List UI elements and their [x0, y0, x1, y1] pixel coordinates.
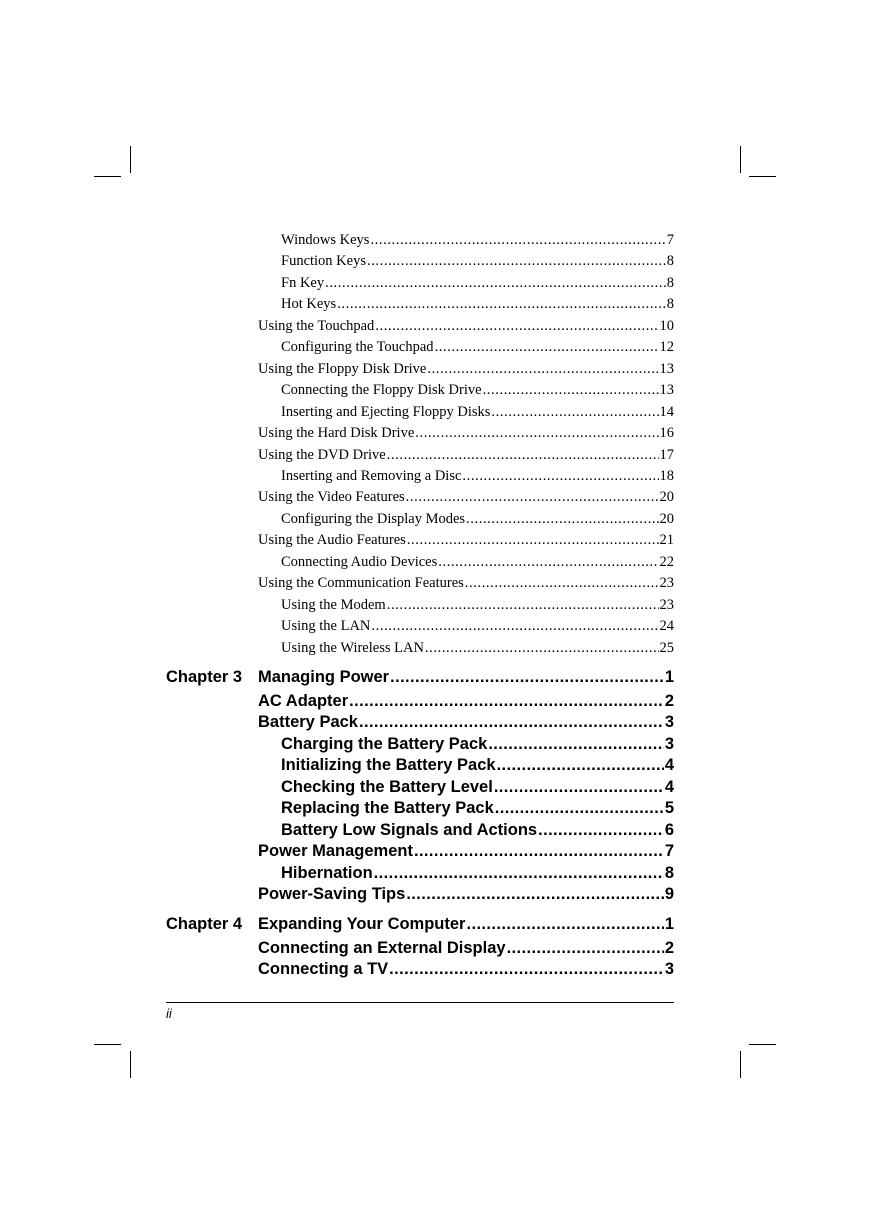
chapter-page: 1: [664, 915, 674, 933]
dot-leader: [337, 295, 666, 313]
toc-entry-page: 22: [659, 553, 674, 570]
toc-entry-page: 17: [659, 446, 674, 463]
dot-leader: [438, 553, 658, 571]
toc-entry-title: Using the Wireless LAN: [281, 639, 424, 656]
toc-entry[interactable]: [281, 381, 674, 399]
toc-entry-title: Using the Communication Features: [258, 575, 464, 592]
dot-leader: [359, 712, 664, 732]
dot-leader: [375, 317, 658, 335]
dot-leader: [435, 338, 659, 356]
toc-entry-title: Battery Pack: [258, 713, 358, 732]
toc-entry[interactable]: [258, 574, 674, 592]
toc-entry-page: 2: [664, 692, 674, 710]
toc-entry-page: 21: [659, 532, 674, 549]
toc-entry[interactable]: [258, 691, 674, 711]
toc-entry-title: Connecting a TV: [258, 960, 389, 979]
toc-entry[interactable]: [281, 295, 674, 313]
toc-entry[interactable]: [258, 884, 674, 904]
toc-entry-page: 7: [666, 232, 674, 248]
toc-entry-title: Hot Keys: [281, 296, 337, 313]
toc-entry-page: 25: [659, 639, 674, 656]
toc-entry[interactable]: [281, 777, 674, 797]
toc-entry-page: 12: [659, 339, 674, 356]
toc-entry[interactable]: [281, 252, 674, 270]
dot-leader: [406, 884, 663, 904]
toc-entry-title: Using the Floppy Disk Drive: [258, 360, 427, 377]
toc-entry-title: Hibernation: [281, 863, 373, 882]
toc-entry-page: 8: [666, 253, 674, 270]
dot-leader: [371, 617, 658, 635]
toc-entry-page: 13: [659, 382, 674, 399]
crop-mark: [94, 176, 121, 177]
toc-entry-page: 3: [664, 713, 674, 732]
toc-entry-title: Charging the Battery Pack: [281, 734, 488, 753]
toc-entry-title: Fn Key: [281, 274, 325, 291]
toc-entry-page: 16: [659, 425, 674, 442]
toc-entry-page: 2: [664, 939, 674, 957]
toc-entry-title: Configuring the Display Modes: [281, 510, 466, 527]
crop-mark: [740, 1051, 741, 1078]
toc-entry-page: 23: [659, 596, 674, 613]
toc-entry-title: Connecting an External Display: [258, 939, 506, 957]
toc-entry[interactable]: [258, 712, 674, 732]
toc-entry[interactable]: [281, 820, 674, 840]
toc-entry[interactable]: [258, 360, 674, 378]
toc-entry-title: Power-Saving Tips: [258, 885, 406, 904]
dot-leader: [465, 574, 659, 592]
toc-entry[interactable]: [258, 488, 674, 506]
toc-entry-page: 20: [659, 510, 674, 527]
chapter-heading[interactable]: [258, 914, 674, 934]
toc-entry-title: Using the LAN: [281, 618, 371, 635]
dot-leader: [491, 403, 658, 421]
toc-entry-page: 6: [664, 820, 674, 839]
toc-entry[interactable]: [281, 863, 674, 883]
dot-leader: [507, 938, 664, 958]
toc-entry-title: Function Keys: [281, 253, 366, 270]
toc-entry-title: AC Adapter: [258, 692, 349, 710]
dot-leader: [406, 488, 659, 506]
toc-entry-page: 18: [659, 467, 674, 484]
toc-entry[interactable]: [281, 755, 674, 775]
dot-leader: [325, 274, 666, 292]
toc-entry-page: 14: [659, 403, 674, 420]
dot-leader: [425, 639, 659, 657]
toc-entry-page: 8: [666, 296, 674, 313]
toc-entry[interactable]: [281, 467, 674, 485]
toc-entry-page: 20: [659, 489, 674, 506]
toc-entry-title: Battery Low Signals and Actions: [281, 820, 538, 839]
dot-leader: [466, 510, 658, 528]
toc-entry-title: Using the Touchpad: [258, 317, 375, 334]
toc-entry-page: 8: [666, 274, 674, 291]
chapter-title: Expanding Your Computer: [258, 915, 466, 933]
dot-leader: [495, 798, 664, 818]
toc-entry-page: 10: [659, 317, 674, 334]
dot-leader: [427, 360, 658, 378]
crop-mark: [130, 146, 131, 173]
toc-entry-title: Initializing the Battery Pack: [281, 756, 496, 775]
chapter-page: 1: [664, 668, 674, 686]
chapter-label: Chapter 3: [166, 668, 243, 686]
toc-entry[interactable]: [281, 639, 674, 657]
toc-entry-page: 4: [664, 756, 674, 775]
toc-entry-title: Using the DVD Drive: [258, 446, 386, 463]
dot-leader: [374, 863, 664, 883]
toc-entry[interactable]: [281, 617, 674, 635]
toc-entry-title: Configuring the Touchpad: [281, 339, 434, 356]
toc-entry-title: Inserting and Removing a Disc: [281, 467, 462, 484]
toc-entry[interactable]: [258, 938, 674, 958]
toc-entry-title: Using the Audio Features: [258, 532, 406, 549]
dot-leader: [370, 231, 665, 249]
dot-leader: [414, 841, 664, 861]
crop-mark: [130, 1051, 131, 1078]
toc-entry-title: Windows Keys: [281, 232, 370, 248]
footer-rule: [166, 1002, 674, 1003]
chapter-title: Managing Power: [258, 668, 390, 686]
toc-entry-page: 3: [664, 734, 674, 753]
toc-entry[interactable]: [281, 274, 674, 292]
toc-entry-title: Power Management: [258, 842, 413, 861]
toc-entry-title: Using the Video Features: [258, 489, 405, 506]
dot-leader: [389, 959, 664, 979]
dot-leader: [415, 424, 658, 442]
toc-entry[interactable]: [281, 231, 674, 249]
toc-entry-title: Connecting the Floppy Disk Drive: [281, 382, 482, 399]
toc-entry-page: 7: [664, 842, 674, 861]
dot-leader: [488, 734, 664, 754]
toc-entry-title: Inserting and Ejecting Floppy Disks: [281, 403, 491, 420]
page-number: ii: [166, 1006, 172, 1021]
toc-entry[interactable]: [258, 424, 674, 442]
toc-entry-title: Using the Modem: [281, 596, 386, 613]
dot-leader: [538, 820, 664, 840]
crop-mark: [740, 146, 741, 173]
toc-entry-title: Using the Hard Disk Drive: [258, 425, 415, 442]
dot-leader: [387, 446, 659, 464]
chapter-label: Chapter 4: [166, 915, 243, 933]
chapter-heading[interactable]: [258, 667, 674, 687]
toc-entry[interactable]: [258, 317, 674, 335]
toc-entry[interactable]: [281, 798, 674, 818]
dot-leader: [462, 467, 658, 485]
toc-entry[interactable]: [258, 531, 674, 549]
dot-leader: [349, 691, 664, 711]
toc-entry-page: 4: [664, 777, 674, 796]
toc-entry[interactable]: [281, 510, 674, 528]
toc-entry-page: 24: [659, 618, 674, 635]
toc-entry-title: Connecting Audio Devices: [281, 553, 438, 570]
toc-entry[interactable]: [258, 446, 674, 464]
toc-entry-page: 9: [664, 885, 674, 904]
toc-entry-title: Replacing the Battery Pack: [281, 799, 494, 818]
dot-leader: [387, 596, 659, 614]
toc-entry[interactable]: [281, 596, 674, 614]
toc-entry[interactable]: [281, 734, 674, 754]
toc-entry-page: 13: [659, 360, 674, 377]
dot-leader: [497, 755, 664, 775]
crop-mark: [94, 1044, 121, 1045]
toc-entry-page: 23: [659, 575, 674, 592]
dot-leader: [407, 531, 659, 549]
toc-entry-page: 5: [664, 799, 674, 818]
toc-entry-title: Checking the Battery Level: [281, 777, 493, 796]
dot-leader: [367, 252, 666, 270]
toc-entry-page: 8: [664, 863, 674, 882]
crop-mark: [749, 176, 776, 177]
crop-mark: [749, 1044, 776, 1045]
toc-entry[interactable]: [258, 841, 674, 861]
toc-entry[interactable]: [258, 959, 674, 979]
toc-entry-page: 3: [664, 960, 674, 979]
toc-entry[interactable]: [281, 553, 674, 571]
toc-entry[interactable]: [281, 403, 674, 421]
dot-leader: [494, 777, 664, 797]
dot-leader: [483, 381, 659, 399]
toc-entry[interactable]: [281, 338, 674, 356]
